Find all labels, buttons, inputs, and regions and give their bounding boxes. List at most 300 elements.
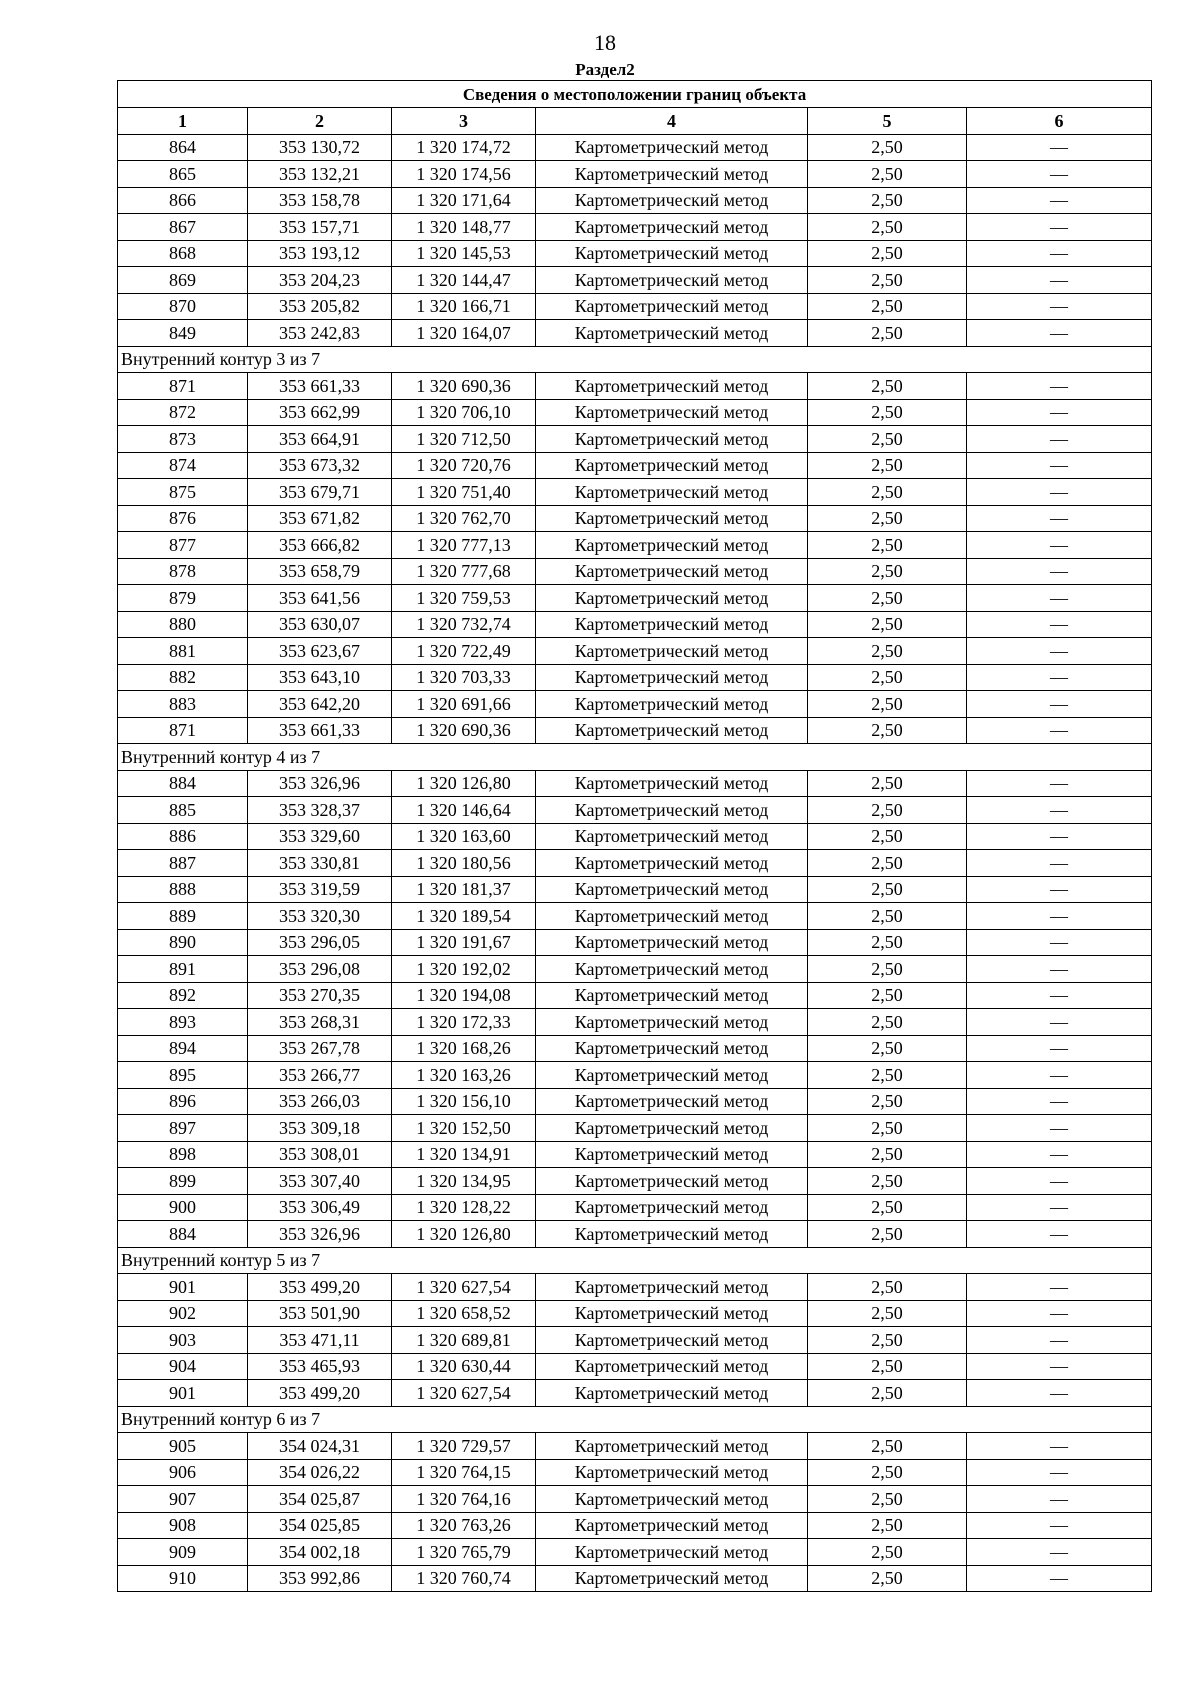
method-cell: Картометрический метод — [536, 452, 808, 479]
description-cell: — — [967, 240, 1152, 267]
table-row — [118, 1539, 1152, 1566]
point-number-cell: 880 — [118, 611, 248, 638]
x-coordinate-cell: 353 661,33 — [248, 373, 392, 400]
accuracy-cell: 2,50 — [808, 1194, 967, 1221]
y-coordinate-cell: 1 320 777,13 — [392, 532, 536, 559]
table-row — [118, 876, 1152, 903]
description-cell: — — [967, 1300, 1152, 1327]
description-cell: — — [967, 982, 1152, 1009]
table-caption-row — [118, 81, 1152, 108]
table-row — [118, 717, 1152, 744]
x-coordinate-cell: 353 664,91 — [248, 426, 392, 453]
description-cell: — — [967, 1221, 1152, 1248]
description-cell: — — [967, 1327, 1152, 1354]
y-coordinate-cell: 1 320 706,10 — [392, 399, 536, 426]
method-cell: Картометрический метод — [536, 426, 808, 453]
accuracy-cell: 2,50 — [808, 982, 967, 1009]
accuracy-cell: 2,50 — [808, 452, 967, 479]
method-cell: Картометрический метод — [536, 1327, 808, 1354]
description-cell: — — [967, 134, 1152, 161]
accuracy-cell: 2,50 — [808, 558, 967, 585]
x-coordinate-cell: 353 205,82 — [248, 293, 392, 320]
method-cell: Картометрический метод — [536, 373, 808, 400]
y-coordinate-cell: 1 320 777,68 — [392, 558, 536, 585]
y-coordinate-cell: 1 320 174,56 — [392, 161, 536, 188]
method-cell: Картометрический метод — [536, 664, 808, 691]
description-cell: — — [967, 1539, 1152, 1566]
point-number-cell: 903 — [118, 1327, 248, 1354]
column-header-row — [118, 108, 1152, 135]
description-cell: — — [967, 426, 1152, 453]
description-cell: — — [967, 1115, 1152, 1142]
table-row — [118, 1512, 1152, 1539]
description-cell: — — [967, 505, 1152, 532]
table-row — [118, 161, 1152, 188]
description-cell: — — [967, 1194, 1152, 1221]
table-row — [118, 320, 1152, 347]
y-coordinate-cell: 1 320 128,22 — [392, 1194, 536, 1221]
table-row — [118, 479, 1152, 506]
point-number-cell: 871 — [118, 717, 248, 744]
description-cell: — — [967, 585, 1152, 612]
method-cell: Картометрический метод — [536, 797, 808, 824]
table-row — [118, 1380, 1152, 1407]
description-cell: — — [967, 1062, 1152, 1089]
table-row — [118, 1194, 1152, 1221]
method-cell: Картометрический метод — [536, 1062, 808, 1089]
table-row — [118, 1221, 1152, 1248]
method-cell: Картометрический метод — [536, 1088, 808, 1115]
method-cell: Картометрический метод — [536, 1115, 808, 1142]
y-coordinate-cell: 1 320 191,67 — [392, 929, 536, 956]
x-coordinate-cell: 353 266,03 — [248, 1088, 392, 1115]
accuracy-cell: 2,50 — [808, 585, 967, 612]
description-cell: — — [967, 532, 1152, 559]
method-cell: Картометрический метод — [536, 1512, 808, 1539]
method-cell: Картометрический метод — [536, 1300, 808, 1327]
x-coordinate-cell: 353 319,59 — [248, 876, 392, 903]
y-coordinate-cell: 1 320 189,54 — [392, 903, 536, 930]
x-coordinate-cell: 353 671,82 — [248, 505, 392, 532]
description-cell: — — [967, 1353, 1152, 1380]
table-row — [118, 187, 1152, 214]
table-row — [118, 585, 1152, 612]
y-coordinate-cell: 1 320 722,49 — [392, 638, 536, 665]
point-number-cell: 886 — [118, 823, 248, 850]
point-number-cell: 892 — [118, 982, 248, 1009]
x-coordinate-cell: 353 306,49 — [248, 1194, 392, 1221]
description-cell: — — [967, 770, 1152, 797]
y-coordinate-cell: 1 320 751,40 — [392, 479, 536, 506]
method-cell: Картометрический метод — [536, 1141, 808, 1168]
table-row — [118, 1141, 1152, 1168]
point-number-cell: 868 — [118, 240, 248, 267]
accuracy-cell: 2,50 — [808, 1433, 967, 1460]
description-cell: — — [967, 850, 1152, 877]
y-coordinate-cell: 1 320 690,36 — [392, 717, 536, 744]
x-coordinate-cell: 354 024,31 — [248, 1433, 392, 1460]
point-number-cell: 874 — [118, 452, 248, 479]
x-coordinate-cell: 353 157,71 — [248, 214, 392, 241]
x-coordinate-cell: 354 025,85 — [248, 1512, 392, 1539]
y-coordinate-cell: 1 320 627,54 — [392, 1274, 536, 1301]
method-cell: Картометрический метод — [536, 1459, 808, 1486]
table-row — [118, 982, 1152, 1009]
y-coordinate-cell: 1 320 166,71 — [392, 293, 536, 320]
y-coordinate-cell: 1 320 126,80 — [392, 1221, 536, 1248]
accuracy-cell: 2,50 — [808, 823, 967, 850]
point-number-cell: 904 — [118, 1353, 248, 1380]
y-coordinate-cell: 1 320 729,57 — [392, 1433, 536, 1460]
accuracy-cell: 2,50 — [808, 293, 967, 320]
y-coordinate-cell: 1 320 630,44 — [392, 1353, 536, 1380]
table-row — [118, 1565, 1152, 1592]
y-coordinate-cell: 1 320 658,52 — [392, 1300, 536, 1327]
description-cell: — — [967, 187, 1152, 214]
method-cell: Картометрический метод — [536, 956, 808, 983]
method-cell: Картометрический метод — [536, 1353, 808, 1380]
accuracy-cell: 2,50 — [808, 1459, 967, 1486]
y-coordinate-cell: 1 320 126,80 — [392, 770, 536, 797]
description-cell: — — [967, 1141, 1152, 1168]
table-row — [118, 267, 1152, 294]
point-number-cell: 871 — [118, 373, 248, 400]
accuracy-cell: 2,50 — [808, 267, 967, 294]
x-coordinate-cell: 353 630,07 — [248, 611, 392, 638]
method-cell: Картометрический метод — [536, 267, 808, 294]
method-cell: Картометрический метод — [536, 929, 808, 956]
point-number-cell: 894 — [118, 1035, 248, 1062]
method-cell: Картометрический метод — [536, 293, 808, 320]
table-row — [118, 1353, 1152, 1380]
method-cell: Картометрический метод — [536, 611, 808, 638]
accuracy-cell: 2,50 — [808, 1274, 967, 1301]
y-coordinate-cell: 1 320 732,74 — [392, 611, 536, 638]
x-coordinate-cell: 353 326,96 — [248, 1221, 392, 1248]
x-coordinate-cell: 353 268,31 — [248, 1009, 392, 1036]
table-row — [118, 1062, 1152, 1089]
y-coordinate-cell: 1 320 148,77 — [392, 214, 536, 241]
table-row — [118, 638, 1152, 665]
y-coordinate-cell: 1 320 712,50 — [392, 426, 536, 453]
column-header-3: 3 — [392, 108, 536, 135]
description-cell: — — [967, 320, 1152, 347]
description-cell: — — [967, 929, 1152, 956]
method-cell: Картометрический метод — [536, 823, 808, 850]
method-cell: Картометрический метод — [536, 1565, 808, 1592]
table-row — [118, 850, 1152, 877]
point-number-cell: 885 — [118, 797, 248, 824]
accuracy-cell: 2,50 — [808, 134, 967, 161]
x-coordinate-cell: 353 642,20 — [248, 691, 392, 718]
x-coordinate-cell: 353 499,20 — [248, 1380, 392, 1407]
point-number-cell: 899 — [118, 1168, 248, 1195]
accuracy-cell: 2,50 — [808, 611, 967, 638]
point-number-cell: 872 — [118, 399, 248, 426]
method-cell: Картометрический метод — [536, 479, 808, 506]
method-cell: Картометрический метод — [536, 1009, 808, 1036]
description-cell: — — [967, 1512, 1152, 1539]
description-cell: — — [967, 876, 1152, 903]
x-coordinate-cell: 353 329,60 — [248, 823, 392, 850]
table-row — [118, 505, 1152, 532]
point-number-cell: 893 — [118, 1009, 248, 1036]
point-number-cell: 900 — [118, 1194, 248, 1221]
point-number-cell: 881 — [118, 638, 248, 665]
method-cell: Картометрический метод — [536, 1274, 808, 1301]
accuracy-cell: 2,50 — [808, 532, 967, 559]
point-number-cell: 909 — [118, 1539, 248, 1566]
x-coordinate-cell: 353 308,01 — [248, 1141, 392, 1168]
y-coordinate-cell: 1 320 180,56 — [392, 850, 536, 877]
description-cell: — — [967, 1433, 1152, 1460]
description-cell: — — [967, 638, 1152, 665]
point-number-cell: 910 — [118, 1565, 248, 1592]
x-coordinate-cell: 353 641,56 — [248, 585, 392, 612]
method-cell: Картометрический метод — [536, 240, 808, 267]
x-coordinate-cell: 353 270,35 — [248, 982, 392, 1009]
accuracy-cell: 2,50 — [808, 850, 967, 877]
y-coordinate-cell: 1 320 163,60 — [392, 823, 536, 850]
y-coordinate-cell: 1 320 764,16 — [392, 1486, 536, 1513]
point-number-cell: 908 — [118, 1512, 248, 1539]
y-coordinate-cell: 1 320 172,33 — [392, 1009, 536, 1036]
table-row — [118, 903, 1152, 930]
point-number-cell: 891 — [118, 956, 248, 983]
description-cell: — — [967, 1459, 1152, 1486]
y-coordinate-cell: 1 320 703,33 — [392, 664, 536, 691]
accuracy-cell: 2,50 — [808, 717, 967, 744]
description-cell: — — [967, 214, 1152, 241]
accuracy-cell: 2,50 — [808, 1327, 967, 1354]
y-coordinate-cell: 1 320 760,74 — [392, 1565, 536, 1592]
point-number-cell: 901 — [118, 1274, 248, 1301]
y-coordinate-cell: 1 320 156,10 — [392, 1088, 536, 1115]
method-cell: Картометрический метод — [536, 1539, 808, 1566]
accuracy-cell: 2,50 — [808, 1380, 967, 1407]
accuracy-cell: 2,50 — [808, 876, 967, 903]
point-number-cell: 864 — [118, 134, 248, 161]
point-number-cell: 878 — [118, 558, 248, 585]
table-row — [118, 691, 1152, 718]
column-header-5: 5 — [808, 108, 967, 135]
x-coordinate-cell: 353 307,40 — [248, 1168, 392, 1195]
boundary-coordinates-table — [117, 80, 1152, 1592]
y-coordinate-cell: 1 320 763,26 — [392, 1512, 536, 1539]
x-coordinate-cell: 353 666,82 — [248, 532, 392, 559]
x-coordinate-cell: 353 662,99 — [248, 399, 392, 426]
y-coordinate-cell: 1 320 720,76 — [392, 452, 536, 479]
table-row — [118, 1459, 1152, 1486]
point-number-cell: 902 — [118, 1300, 248, 1327]
table-row — [118, 1300, 1152, 1327]
method-cell: Картометрический метод — [536, 558, 808, 585]
point-number-cell: 869 — [118, 267, 248, 294]
x-coordinate-cell: 353 471,11 — [248, 1327, 392, 1354]
y-coordinate-cell: 1 320 145,53 — [392, 240, 536, 267]
description-cell: — — [967, 1009, 1152, 1036]
accuracy-cell: 2,50 — [808, 1300, 967, 1327]
accuracy-cell: 2,50 — [808, 479, 967, 506]
x-coordinate-cell: 353 465,93 — [248, 1353, 392, 1380]
accuracy-cell: 2,50 — [808, 770, 967, 797]
x-coordinate-cell: 353 193,12 — [248, 240, 392, 267]
x-coordinate-cell: 353 623,67 — [248, 638, 392, 665]
y-coordinate-cell: 1 320 134,95 — [392, 1168, 536, 1195]
point-number-cell: 877 — [118, 532, 248, 559]
description-cell: — — [967, 611, 1152, 638]
accuracy-cell: 2,50 — [808, 161, 967, 188]
table-row — [118, 426, 1152, 453]
y-coordinate-cell: 1 320 144,47 — [392, 267, 536, 294]
accuracy-cell: 2,50 — [808, 1353, 967, 1380]
x-coordinate-cell: 353 658,79 — [248, 558, 392, 585]
accuracy-cell: 2,50 — [808, 214, 967, 241]
accuracy-cell: 2,50 — [808, 426, 967, 453]
y-coordinate-cell: 1 320 163,26 — [392, 1062, 536, 1089]
method-cell: Картометрический метод — [536, 134, 808, 161]
column-header-6: 6 — [967, 108, 1152, 135]
point-number-cell: 884 — [118, 770, 248, 797]
point-number-cell: 879 — [118, 585, 248, 612]
accuracy-cell: 2,50 — [808, 903, 967, 930]
method-cell: Картометрический метод — [536, 982, 808, 1009]
y-coordinate-cell: 1 320 192,02 — [392, 956, 536, 983]
table-row — [118, 1009, 1152, 1036]
y-coordinate-cell: 1 320 168,26 — [392, 1035, 536, 1062]
x-coordinate-cell: 353 266,77 — [248, 1062, 392, 1089]
accuracy-cell: 2,50 — [808, 1062, 967, 1089]
method-cell: Картометрический метод — [536, 1380, 808, 1407]
y-coordinate-cell: 1 320 765,79 — [392, 1539, 536, 1566]
table-row — [118, 452, 1152, 479]
table-row — [118, 956, 1152, 983]
y-coordinate-cell: 1 320 152,50 — [392, 1115, 536, 1142]
accuracy-cell: 2,50 — [808, 373, 967, 400]
section-label: Раздел2 — [575, 60, 635, 79]
table-body — [118, 134, 1152, 1592]
table-row — [118, 214, 1152, 241]
description-cell: — — [967, 823, 1152, 850]
method-cell: Картометрический метод — [536, 638, 808, 665]
x-coordinate-cell: 353 132,21 — [248, 161, 392, 188]
x-coordinate-cell: 353 242,83 — [248, 320, 392, 347]
x-coordinate-cell: 353 296,05 — [248, 929, 392, 956]
description-cell: — — [967, 479, 1152, 506]
description-cell: — — [967, 691, 1152, 718]
x-coordinate-cell: 353 267,78 — [248, 1035, 392, 1062]
accuracy-cell: 2,50 — [808, 691, 967, 718]
method-cell: Картометрический метод — [536, 850, 808, 877]
description-cell: — — [967, 293, 1152, 320]
method-cell: Картометрический метод — [536, 1035, 808, 1062]
description-cell: — — [967, 903, 1152, 930]
method-cell: Картометрический метод — [536, 1221, 808, 1248]
x-coordinate-cell: 353 296,08 — [248, 956, 392, 983]
method-cell: Картометрический метод — [536, 1433, 808, 1460]
y-coordinate-cell: 1 320 164,07 — [392, 320, 536, 347]
point-number-cell: 867 — [118, 214, 248, 241]
description-cell: — — [967, 161, 1152, 188]
table-row — [118, 134, 1152, 161]
x-coordinate-cell: 353 158,78 — [248, 187, 392, 214]
point-number-cell: 873 — [118, 426, 248, 453]
point-number-cell: 897 — [118, 1115, 248, 1142]
method-cell: Картометрический метод — [536, 187, 808, 214]
table-row — [118, 293, 1152, 320]
y-coordinate-cell: 1 320 690,36 — [392, 373, 536, 400]
contour-group-label: Внутренний контур 5 из 7 — [118, 1247, 1152, 1274]
description-cell: — — [967, 399, 1152, 426]
y-coordinate-cell: 1 320 171,64 — [392, 187, 536, 214]
contour-group-label: Внутренний контур 6 из 7 — [118, 1406, 1152, 1433]
method-cell: Картометрический метод — [536, 399, 808, 426]
table-row — [118, 373, 1152, 400]
method-cell: Картометрический метод — [536, 214, 808, 241]
method-cell: Картометрический метод — [536, 876, 808, 903]
accuracy-cell: 2,50 — [808, 1141, 967, 1168]
table-row — [118, 1115, 1152, 1142]
table-row — [118, 1168, 1152, 1195]
point-number-cell: 887 — [118, 850, 248, 877]
method-cell: Картометрический метод — [536, 717, 808, 744]
method-cell: Картометрический метод — [536, 585, 808, 612]
method-cell: Картометрический метод — [536, 532, 808, 559]
x-coordinate-cell: 353 673,32 — [248, 452, 392, 479]
table-row — [118, 1088, 1152, 1115]
point-number-cell: 896 — [118, 1088, 248, 1115]
method-cell: Картометрический метод — [536, 320, 808, 347]
point-number-cell: 889 — [118, 903, 248, 930]
description-cell: — — [967, 1168, 1152, 1195]
contour-group-row — [118, 1406, 1152, 1433]
description-cell: — — [967, 956, 1152, 983]
y-coordinate-cell: 1 320 146,64 — [392, 797, 536, 824]
accuracy-cell: 2,50 — [808, 1168, 967, 1195]
accuracy-cell: 2,50 — [808, 1088, 967, 1115]
point-number-cell: 876 — [118, 505, 248, 532]
x-coordinate-cell: 353 326,96 — [248, 770, 392, 797]
description-cell: — — [967, 267, 1152, 294]
table-row — [118, 532, 1152, 559]
table-row — [118, 399, 1152, 426]
accuracy-cell: 2,50 — [808, 240, 967, 267]
accuracy-cell: 2,50 — [808, 1009, 967, 1036]
accuracy-cell: 2,50 — [808, 1115, 967, 1142]
y-coordinate-cell: 1 320 764,15 — [392, 1459, 536, 1486]
table-row — [118, 770, 1152, 797]
table-row — [118, 1274, 1152, 1301]
accuracy-cell: 2,50 — [808, 956, 967, 983]
table-row — [118, 1327, 1152, 1354]
point-number-cell: 883 — [118, 691, 248, 718]
x-coordinate-cell: 353 501,90 — [248, 1300, 392, 1327]
point-number-cell: 890 — [118, 929, 248, 956]
x-coordinate-cell: 353 328,37 — [248, 797, 392, 824]
description-cell: — — [967, 558, 1152, 585]
accuracy-cell: 2,50 — [808, 1539, 967, 1566]
contour-group-row — [118, 744, 1152, 771]
x-coordinate-cell: 353 130,72 — [248, 134, 392, 161]
description-cell: — — [967, 717, 1152, 744]
method-cell: Картометрический метод — [536, 770, 808, 797]
accuracy-cell: 2,50 — [808, 1486, 967, 1513]
contour-group-row — [118, 1247, 1152, 1274]
x-coordinate-cell: 353 992,86 — [248, 1565, 392, 1592]
point-number-cell: 901 — [118, 1380, 248, 1407]
y-coordinate-cell: 1 320 174,72 — [392, 134, 536, 161]
method-cell: Картометрический метод — [536, 161, 808, 188]
